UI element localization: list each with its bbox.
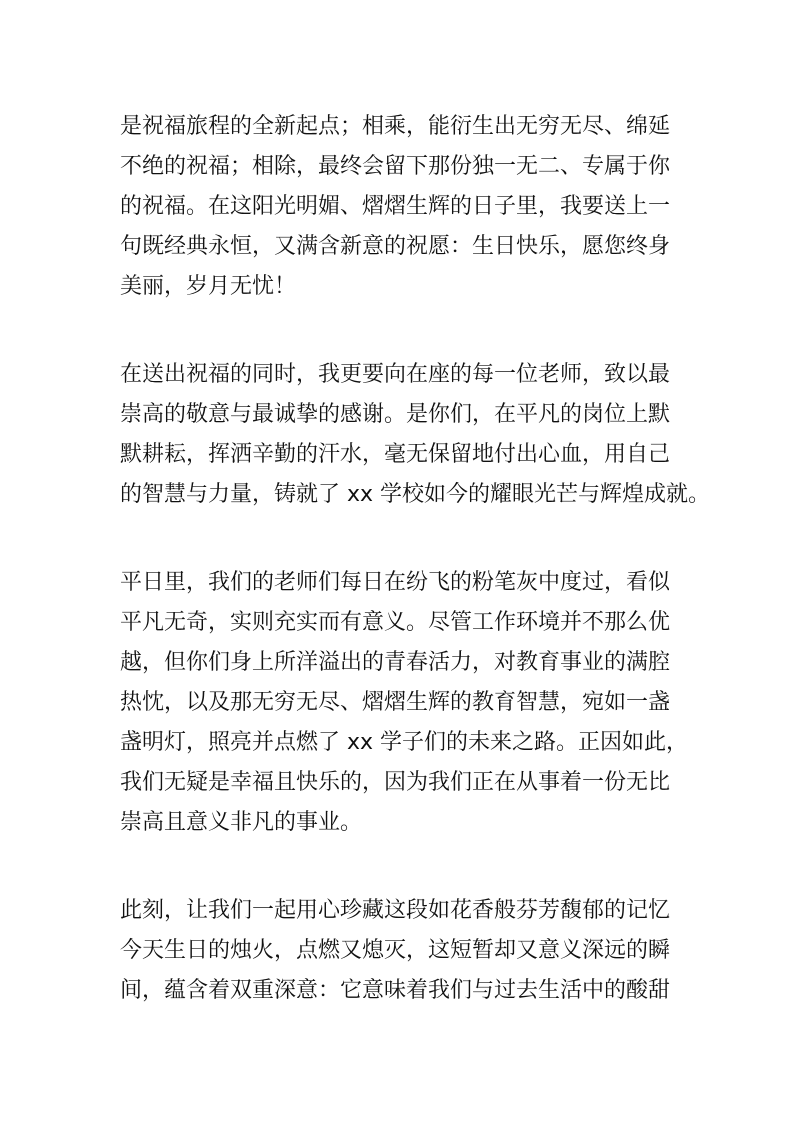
paragraph-3-line-4: 热忱，以及那无穷无尽、熠熠生辉的教育智慧，宛如一盏 xyxy=(120,690,671,715)
paragraph-2-line-3: 默耕耘，挥洒辛勤的汗水，毫无保留地付出心血，用自己 xyxy=(120,442,671,467)
paragraph-3-line-7: 崇高且意义非凡的事业。 xyxy=(120,810,363,835)
paragraph-3-line-2: 平凡无奇，实则充实而有意义。尽管工作环境并不那么优 xyxy=(120,610,671,635)
paragraph-3-line-1: 平日里，我们的老师们每日在纷飞的粉笔灰中度过，看似 xyxy=(120,570,671,595)
paragraph-1-line-5: 美丽，岁月无忧！ xyxy=(120,274,297,299)
paragraph-3-line-5: 盏明灯，照亮并点燃了 xx 学子们的未来之路。正因如此， xyxy=(120,730,689,755)
paragraph-3-line-3: 越，但你们身上所洋溢出的青春活力，对教育事业的满腔 xyxy=(120,650,671,675)
paragraph-4-line-3: 间，蕴含着双重深意：它意味着我们与过去生活中的酸甜 xyxy=(120,978,671,1003)
paragraph-1-line-2: 不绝的祝福；相除，最终会留下那份独一无二、专属于你 xyxy=(120,154,671,179)
paragraph-1-line-3: 的祝福。在这阳光明媚、熠熠生辉的日子里，我要送上一 xyxy=(120,194,671,219)
paragraph-2-line-4: 的智慧与力量，铸就了 xx 学校如今的耀眼光芒与辉煌成就。 xyxy=(120,482,711,507)
paragraph-1-line-4: 句既经典永恒，又满含新意的祝愿：生日快乐，愿您终身 xyxy=(120,234,671,259)
paragraph-3-line-6: 我们无疑是幸福且快乐的，因为我们正在从事着一份无比 xyxy=(120,770,671,795)
paragraph-4-line-2: 今天生日的烛火，点燃又熄灭，这短暂却又意义深远的瞬 xyxy=(120,938,671,963)
paragraph-4-line-1: 此刻，让我们一起用心珍藏这段如花香般芬芳馥郁的记忆 xyxy=(120,898,671,923)
paragraph-2-line-1: 在送出祝福的同时，我更要向在座的每一位老师，致以最 xyxy=(120,362,671,387)
paragraph-1-line-1: 是祝福旅程的全新起点；相乘，能衍生出无穷无尽、绵延 xyxy=(120,114,671,139)
paragraph-2-line-2: 崇高的敬意与最诚挚的感谢。是你们，在平凡的岗位上默 xyxy=(120,402,671,427)
